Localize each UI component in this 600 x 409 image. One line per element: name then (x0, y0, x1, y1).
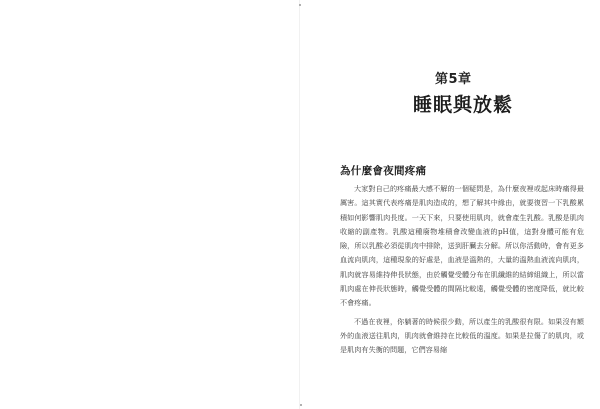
bottom-page-mark (300, 404, 302, 406)
paragraph: 大家對自己的疼痛最大感不解的一個疑問是，為什麼夜裡或起床時痛得最厲害。這其實代表疼痛是肌肉造成的，想了解其中緣由，就要復習一下乳酸累積如何影響肌肉長度。一天下來，只要使用肌肉，就會產生乳酸。乳酸是肌肉收縮的副產物。乳酸這種廢物堆積會改變血液的pH值，這對身體可能有危險，所以乳酸必須從肌肉中排除，送到肝臟去分解。所以你活動時，會有更多血流向肌肉，這種現象的好處是，血液是溫熱的，大量的溫熱血液流向肌肉，肌肉就容易維持伸長狀態，由於觸覺受體分布在肌纖維的結締組織上，所以當肌肉處在伸長狀態時，觸覺受體的間隔比較遠，觸覺受體的密度降低，就比較不會疼痛。 (340, 184, 584, 308)
section-heading: 為什麼會夜間疼痛 (340, 165, 427, 177)
chapter-number: 第5章 (435, 72, 472, 87)
body-text (340, 182, 584, 361)
paragraph: 不過在夜裡，你躺著的時候很少動，所以產生的乳酸很有限。如果沒有額外的血液送往肌肉，肌肉就會維持在比較低的溫度。如果是拉傷了的肌肉，或是肌肉有失衡的問題，它們容易縮 (340, 316, 584, 355)
chapter-title: 睡眠與放鬆 (413, 94, 514, 116)
left-page (0, 0, 299, 409)
top-page-mark (299, 4, 301, 6)
